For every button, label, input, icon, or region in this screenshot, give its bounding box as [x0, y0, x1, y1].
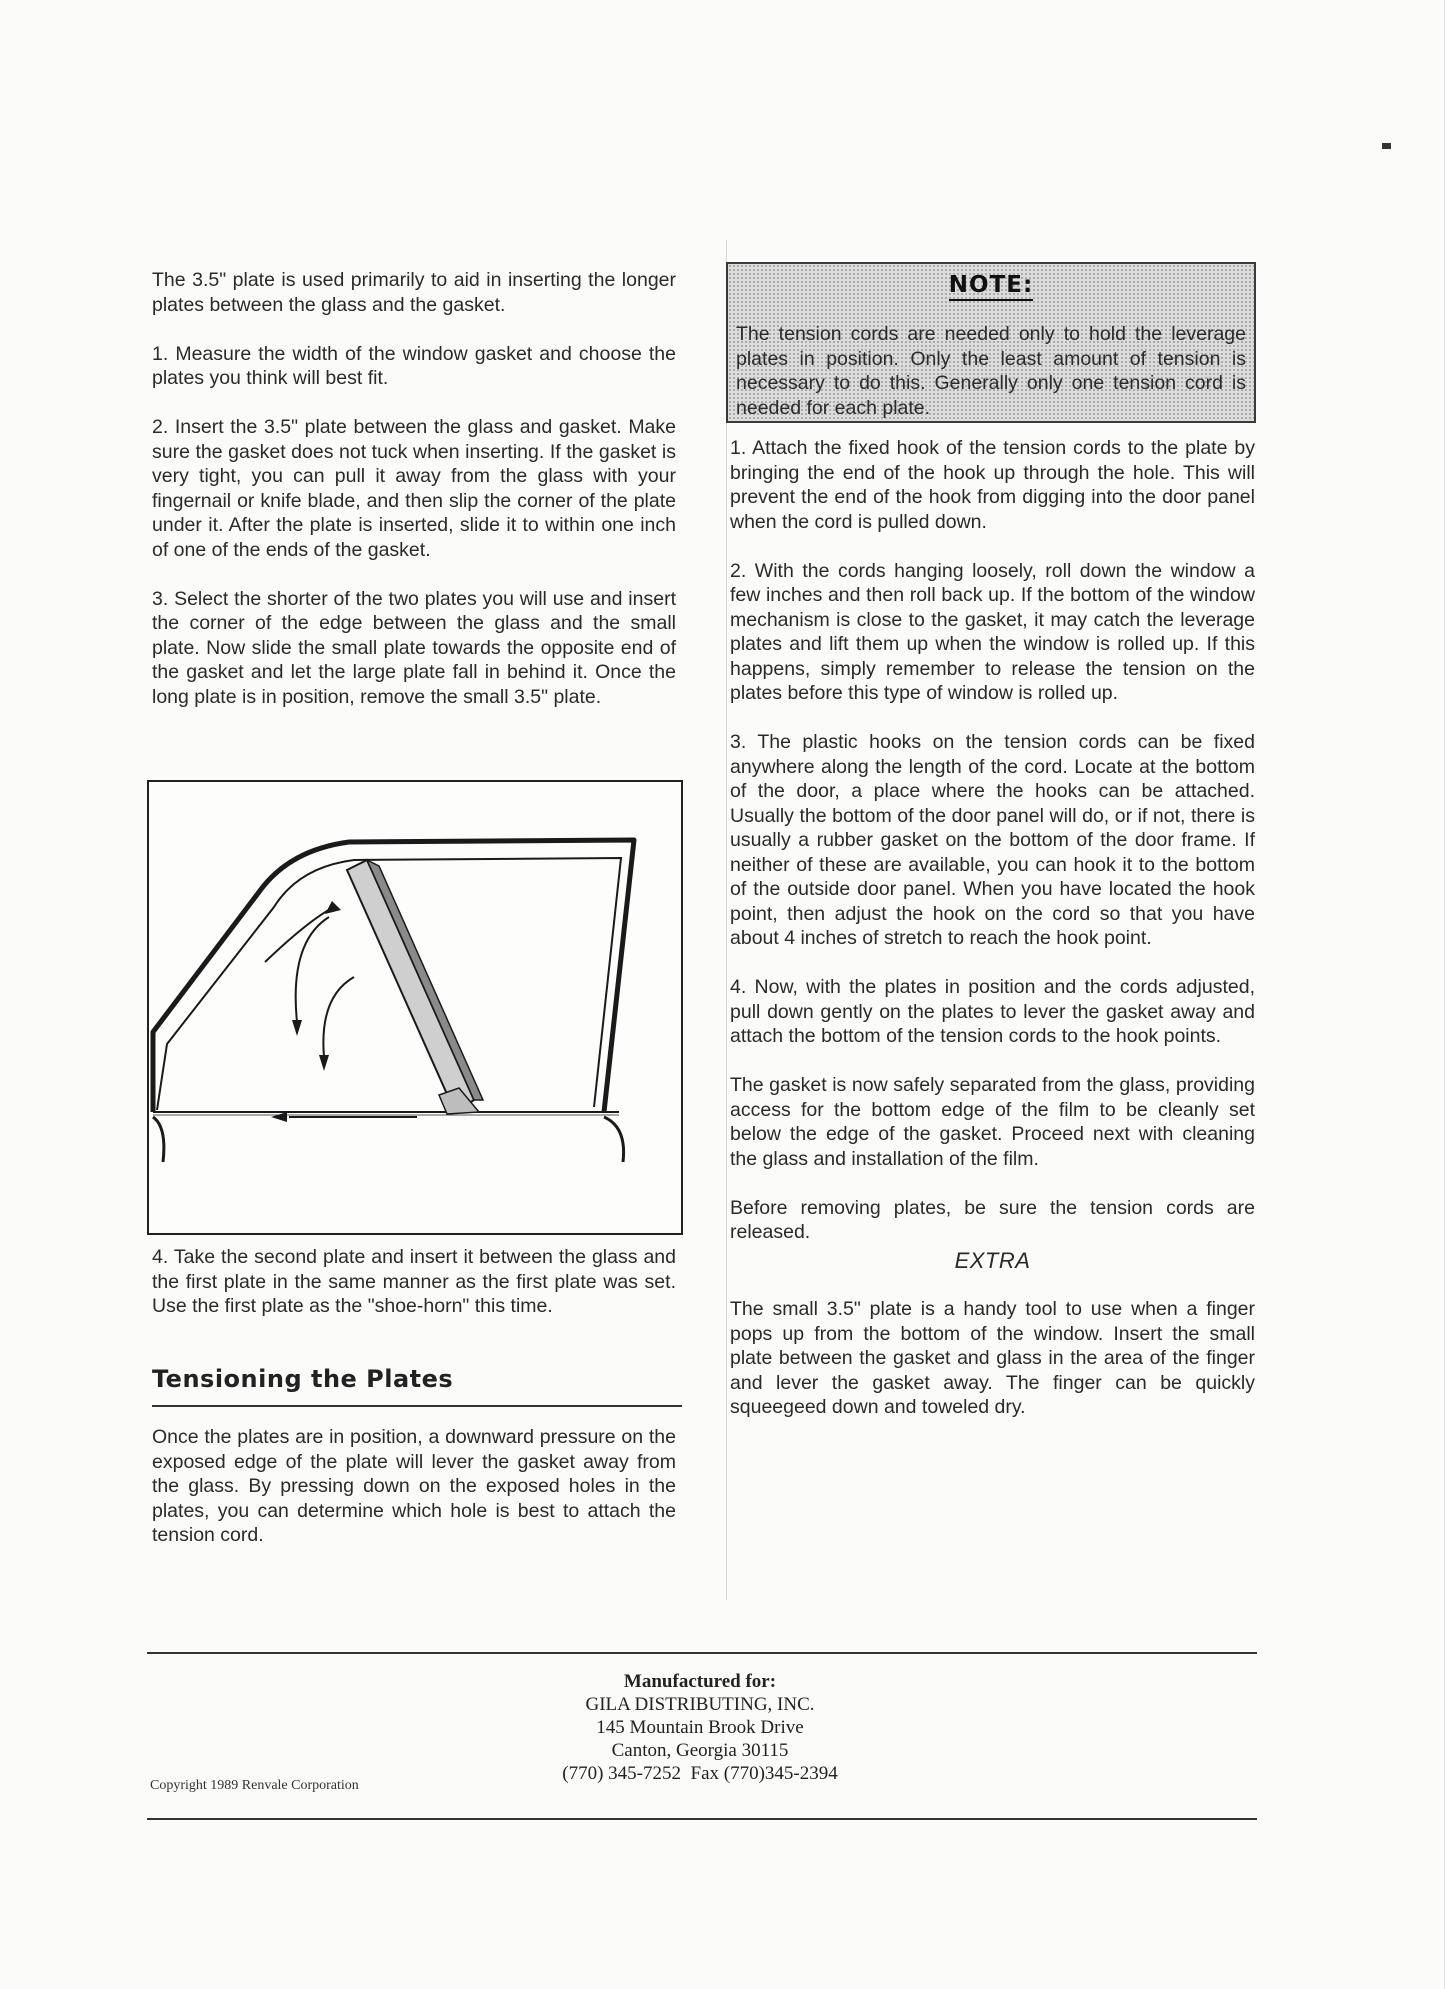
phone-fax-line: (770) 345-7252 Fax (770)345-2394: [562, 1763, 838, 1784]
step-1-right: 1. Attach the fixed hook of the tension cords to the plate by bringing the end of the hook up through the hole. This will prevent the end of the hook from digging into the door panel when the cord is pulled down.: [730, 437, 1255, 533]
door-curve-right: [604, 1117, 624, 1162]
note-body: The tension cords are needed only to hold the leverage plates in position. Only the least amount of tension is necessary to do this. Generally only one tension cord is needed for each plate.: [736, 323, 1246, 419]
manufacturer-block: [400, 1670, 1000, 1785]
door-curve-left: [153, 1117, 164, 1162]
arrow-curve-1: [296, 917, 329, 1022]
before-removing-paragraph: Before removing plates, be sure the tension cords are released.: [730, 1196, 1255, 1243]
note-title-text: NOTE:: [949, 272, 1033, 301]
tensioning-paragraph: Once the plates are in position, a downward pressure on the exposed edge of the plate will lever the gasket away from the glass. By pressing down on the exposed holes in the plates, you can determine which hole is best to attach the tension cord.: [152, 1426, 676, 1546]
step-3-left: 3. Select the shorter of the two plates you will use and insert the corner of the edge between the glass and the small plate. Now slide the small plate towards the opposite end of the gasket and let the large plate fall in behind it. Once the long plate is in position, remove the small 3.5" plate.: [152, 587, 676, 708]
large-plate-edge: [367, 860, 483, 1100]
company-name: GILA DISTRIBUTING, INC.: [585, 1694, 815, 1715]
footer-rule-bottom: [147, 1818, 1257, 1820]
large-plate: [347, 860, 474, 1112]
step-2-right: 2. With the cords hanging loosely, roll down the window a few inches and then roll back up. If the bottom of the window mechanism is close to the gasket, it may catch the leverage plates and lift them up when the window is rolled up. If this happens, simply remember to release the tension on the plates before this type of window is rolled up.: [730, 559, 1255, 704]
arrow-head-2: [319, 1055, 329, 1071]
address-line-2: Canton, Georgia 30115: [611, 1740, 789, 1761]
arrow-head-1: [292, 1020, 302, 1036]
step-4-left: 4. Take the second plate and insert it between the glass and the first plate in the same manner as the first plate was set. Use the first plate as the "shoe-horn" this time.: [152, 1246, 676, 1317]
gasket-separated-paragraph: The gasket is now safely separated from the glass, providing access for the bottom edge of the film to be cleanly set below the edge of the gasket. Proceed next with cleaning the glass and installation of the film.: [730, 1074, 1255, 1170]
arrow-horizontal-head: [271, 1112, 287, 1122]
column-divider: [726, 240, 727, 1600]
left-column: [152, 268, 676, 734]
arrow-curve-2: [323, 977, 354, 1057]
footer-rule-top: [147, 1652, 1257, 1654]
manufactured-for-label: Manufactured for:: [623, 1671, 777, 1692]
left-column-lower: [152, 1245, 676, 1343]
step-2-left: 2. Insert the 3.5" plate between the glass and gasket. Make sure the gasket does not tuck when inserting. If the gasket is very tight, you can pull it away from the glass with your fingernail or knife blade, and then slip the corner of the plate under it. After the plate is inserted, slide it to within one inch of one of the ends of the gasket.: [152, 416, 676, 561]
tensioning-heading-rule: [152, 1405, 682, 1407]
tensioning-heading: Tensioning the Plates: [152, 1365, 454, 1393]
right-column: [730, 436, 1255, 1444]
copyright-notice: Copyright 1989 Renvale Corporation: [150, 1778, 359, 1793]
intro-paragraph: The 3.5" plate is used primarily to aid in inserting the longer plates between the glass and the gasket.: [152, 269, 676, 316]
arrow-head-3: [325, 901, 341, 914]
extra-heading: EXTRA: [954, 1247, 1031, 1273]
step-1-left: 1. Measure the width of the window gasket and choose the plates you think will best fit.: [152, 342, 676, 389]
window-plate-illustration: [147, 780, 683, 1235]
step-4-right: 4. Now, with the plates in position and the cords adjusted, pull down gently on the plates to lever the gasket away and attach the bottom of the tension cords to the hook points.: [730, 976, 1255, 1047]
step-3-right: 3. The plastic hooks on the tension cords can be fixed anywhere along the length of the cord. Locate at the bottom of the door, a place where the hooks can be attached. Usually the bottom of the door panel will do, or if not, there is usually a rubber gasket on the bottom of the door frame. If neither of these are available, you can hook it to the bottom of the outside door panel. When you have located the hook point, then adjust the hook on the cord so that you have about 4 inches of stretch to reach the hook point.: [730, 731, 1255, 949]
arrow-curve-3: [265, 907, 334, 962]
address-line-1: 145 Mountain Brook Drive: [596, 1717, 804, 1738]
illustration-svg: [149, 782, 681, 1233]
extra-paragraph: The small 3.5" plate is a handy tool to use when a finger pops up from the bottom of the window. Insert the small plate between the gasket and glass in the area of the finger and lever the gasket away. The finger can be quickly squeegeed down and toweled dry.: [730, 1298, 1255, 1418]
tensioning-section: [152, 1425, 676, 1572]
note-title: [728, 272, 1254, 298]
note-box: [726, 262, 1256, 423]
scan-speck: [1382, 143, 1391, 149]
